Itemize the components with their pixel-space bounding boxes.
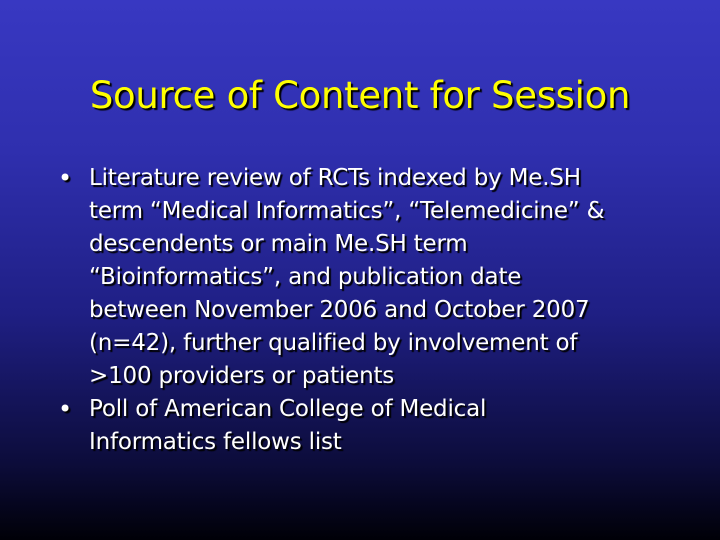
bullet-line: “Bioinformatics”, and publication date [89,264,522,290]
bullet-item [58,393,678,459]
bullet-line: Poll of American College of Medical [89,396,487,422]
bullet-line: Informatics fellows list [89,429,342,455]
bullet-line: descendents or main Me.SH term [89,231,468,257]
bullet-line: Literature review of RCTs indexed by Me.SH [89,165,581,191]
bullet-list [58,162,678,459]
bullet-marker: • [58,164,72,192]
slide-title: Source of Content for Session [89,74,631,117]
bullet-line: >100 providers or patients [89,363,395,389]
bullet-marker: • [58,395,72,423]
bullet-line: term “Medical Informatics”, “Telemedicine” & [89,198,605,224]
bullet-line: between November 2006 and October 2007 [89,297,590,323]
bullet-item [58,162,678,393]
bullet-line: (n=42), further qualified by involvement of [89,330,578,356]
